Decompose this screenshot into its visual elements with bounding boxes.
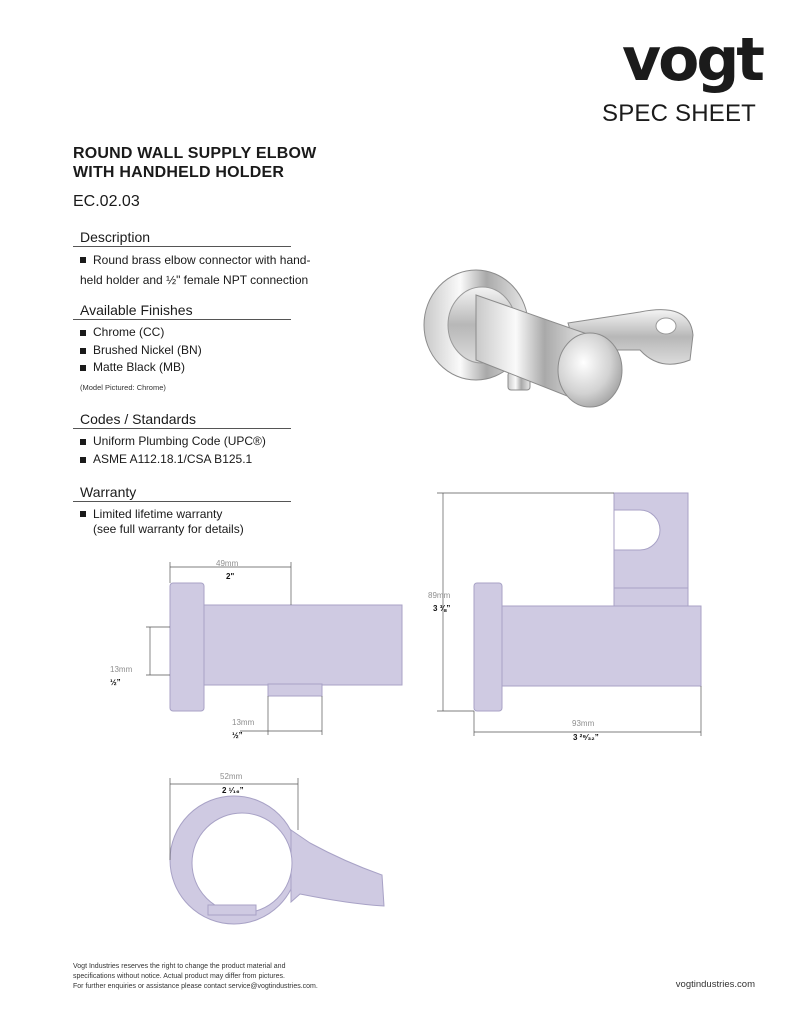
footer-line1: Vogt Industries reserves the right to change the product material and <box>73 963 286 970</box>
description-line1: Round brass elbow connector with hand- <box>93 253 311 267</box>
top-diameter-mm: 52mm <box>220 772 243 781</box>
description-heading: Description <box>80 229 151 245</box>
finish-item: Chrome (CC) <box>80 324 202 342</box>
top-diameter-in: 2 ¹⁄₁₆” <box>222 786 244 795</box>
warranty-line2: (see full warranty for details) <box>93 522 244 536</box>
model-pictured-note: (Model Pictured: Chrome) <box>80 383 166 392</box>
finishes-heading: Available Finishes <box>80 302 193 318</box>
warranty-heading: Warranty <box>80 484 137 500</box>
model-number: EC.02.03 <box>73 193 140 210</box>
side-height-in: 3 ⅜” <box>433 604 451 613</box>
footer-line2: specifications without notice. Actual product may differ from pictures. <box>73 973 285 980</box>
front-height-in: ½” <box>110 678 121 687</box>
front-height-mm: 13mm <box>110 665 133 674</box>
description-line2: held holder and ½" female NPT connection <box>80 273 309 287</box>
finish-item: Brushed Nickel (BN) <box>80 342 202 360</box>
footer-line3: For further enquiries or assistance please contact service@vogtindustries.com. <box>73 983 318 990</box>
finish-item: Matte Black (MB) <box>80 359 202 377</box>
warranty-line1: Limited lifetime warranty <box>93 507 223 521</box>
code-item: ASME A112.18.1/CSA B125.1 <box>80 451 266 469</box>
product-title-line1: ROUND WALL SUPPLY ELBOW <box>73 145 317 162</box>
code-item: Uniform Plumbing Code (UPC®) <box>80 433 266 451</box>
vogt-logo: vogt <box>622 25 762 95</box>
website-link[interactable]: vogtindustries.com <box>675 979 755 990</box>
codes-heading: Codes / Standards <box>80 411 196 427</box>
side-height-mm: 89mm <box>428 591 451 600</box>
side-depth-in: 3 ²⁹⁄₃₂” <box>573 733 599 742</box>
side-depth-mm: 93mm <box>572 719 595 728</box>
front-width-mm: 49mm <box>216 559 239 568</box>
footer-disclaimer <box>73 962 318 992</box>
front-outlet-in: ½” <box>232 731 243 740</box>
sheet-label: SPEC SHEET <box>602 100 757 127</box>
front-outlet-mm: 13mm <box>232 718 255 727</box>
front-width-in: 2" <box>226 572 235 581</box>
product-title-line2: WITH HANDHELD HOLDER <box>73 164 285 181</box>
